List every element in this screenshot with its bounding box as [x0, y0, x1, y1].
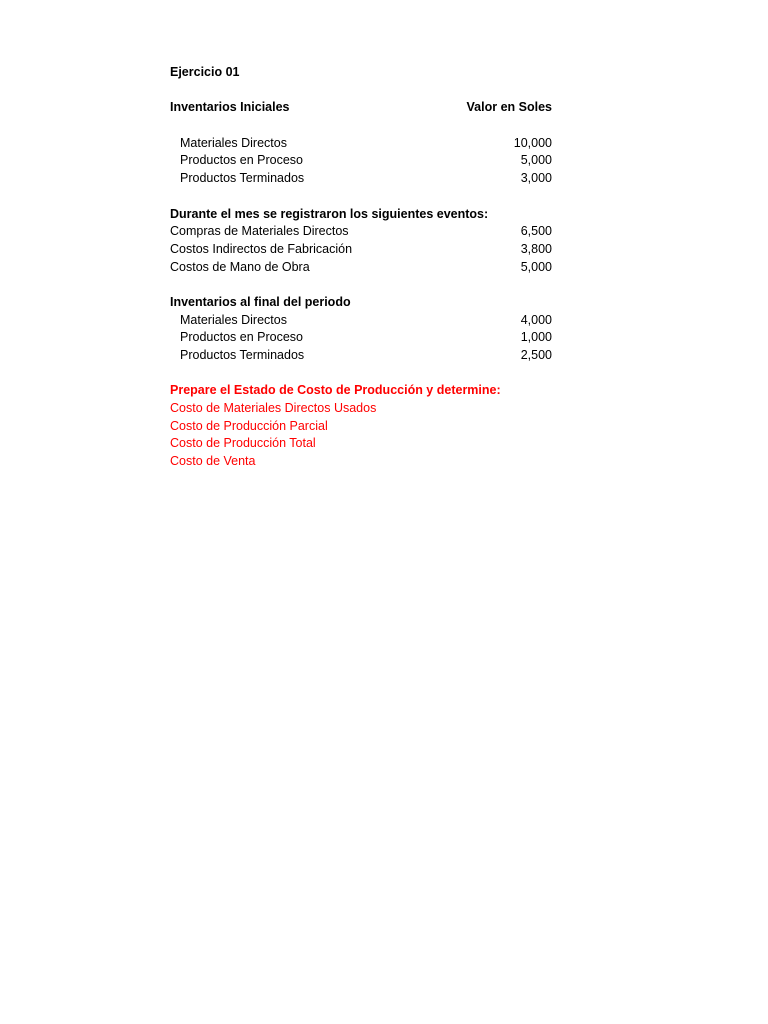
events-heading-row: [170, 206, 552, 224]
spacer: [170, 365, 552, 383]
row-value: 10,000: [513, 135, 552, 150]
row-label: Compras de Materiales Directos: [170, 224, 349, 239]
header-row: [170, 99, 552, 117]
row-label: Productos en Proceso: [180, 153, 303, 168]
initial-inventory-row: [170, 152, 552, 170]
event-row: [170, 241, 552, 259]
final-inventory-row: [170, 329, 552, 347]
instructions-heading: Prepare el Estado de Costo de Producción y determine:: [170, 383, 501, 398]
row-value: 1,000: [520, 330, 552, 345]
exercise-title: Ejercicio 01: [170, 65, 240, 79]
spacer: [170, 276, 552, 294]
exercise-title-row: [170, 64, 552, 82]
instruction-text: Costo de Venta: [170, 454, 256, 469]
row-value: 4,000: [520, 312, 552, 327]
exercise-sheet: [170, 64, 552, 471]
spacer: [170, 188, 552, 206]
value-column-header: Valor en Soles: [466, 100, 552, 115]
instruction-item: [170, 418, 552, 436]
instruction-text: Costo de Producción Parcial: [170, 418, 328, 433]
final-inventory-row: [170, 312, 552, 330]
row-value: 3,800: [520, 241, 552, 256]
row-value: 5,000: [520, 153, 552, 168]
row-label: Productos Terminados: [180, 171, 305, 186]
row-label: Productos Terminados: [180, 348, 305, 362]
event-row: [170, 223, 552, 241]
row-value: 5,000: [520, 259, 552, 274]
row-value: 3,000: [520, 171, 552, 186]
initial-inventory-heading: Inventarios Iniciales: [170, 100, 290, 115]
instruction-item: [170, 435, 552, 453]
row-value: 2,500: [520, 348, 552, 362]
row-label: Costos Indirectos de Fabricación: [170, 241, 353, 256]
final-inventory-heading-row: [170, 294, 552, 312]
events-heading: Durante el mes se registraron los siguientes eventos:: [170, 206, 489, 221]
row-label: Productos en Proceso: [180, 330, 303, 345]
instruction-text: Costo de Producción Total: [170, 436, 316, 451]
instruction-text: Costo de Materiales Directos Usados: [170, 401, 377, 416]
row-label: Materiales Directos: [180, 312, 287, 327]
final-inventory-heading: Inventarios al final del periodo: [170, 294, 351, 309]
event-row: [170, 259, 552, 277]
row-label: Costos de Mano de Obra: [170, 259, 310, 274]
spacer: [170, 117, 552, 135]
row-value: 6,500: [520, 224, 552, 239]
instruction-item: [170, 400, 552, 418]
instruction-item: [170, 453, 552, 471]
initial-inventory-row: [170, 170, 552, 188]
row-label: Materiales Directos: [180, 135, 287, 150]
final-inventory-row: [170, 347, 552, 365]
instructions-heading-row: [170, 382, 552, 400]
spacer: [170, 82, 552, 100]
initial-inventory-row: [170, 135, 552, 153]
